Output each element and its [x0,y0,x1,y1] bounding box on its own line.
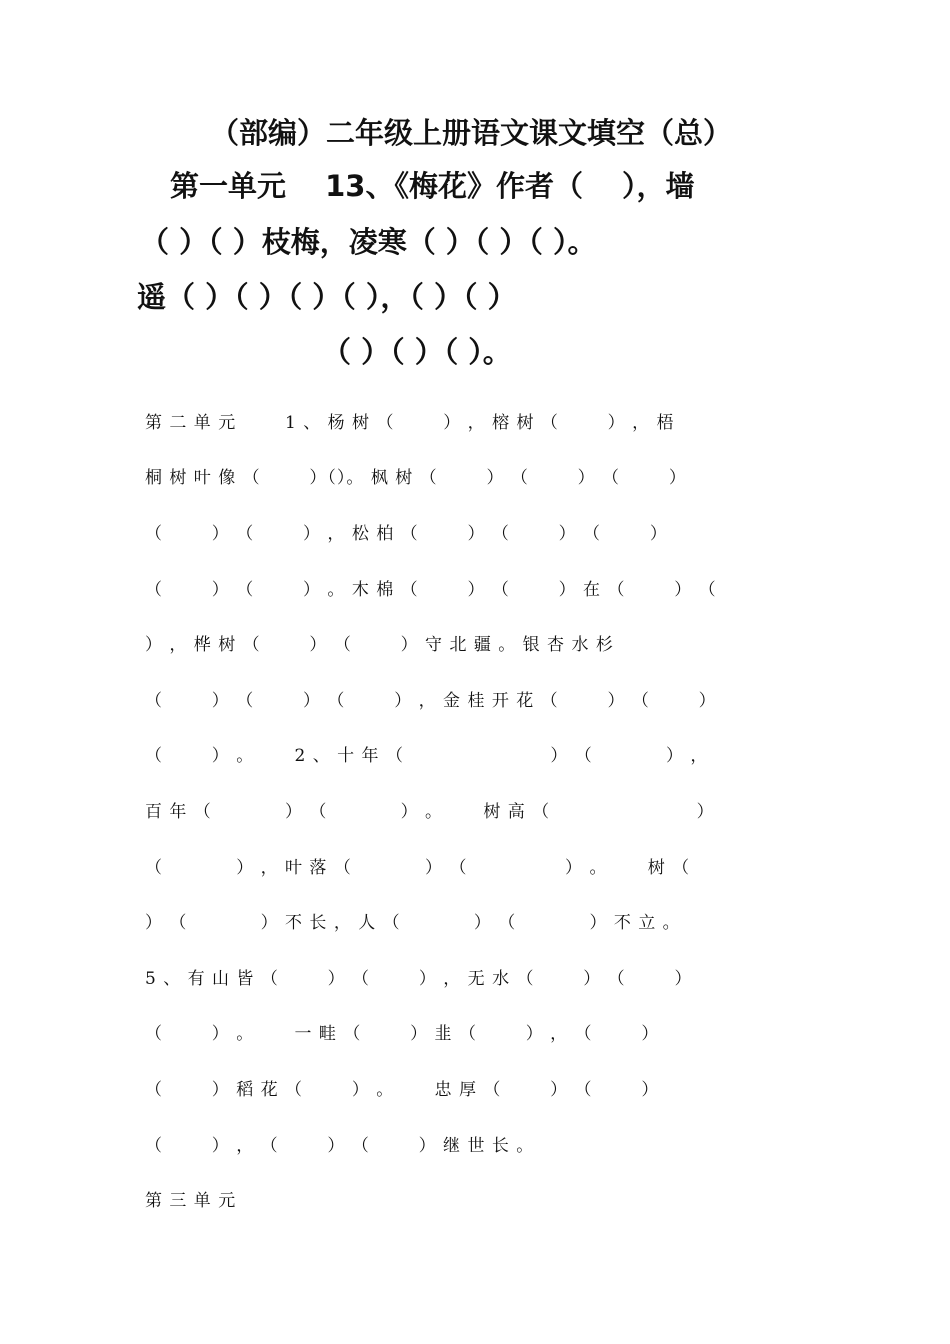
unit2-line: （ ） （ ） 。 木 棉 （ ） （ ） 在 （ ） （ [145,580,717,600]
page-title: （部编）二年级上册语文课文填空（总） [210,116,733,150]
unit2-line: ） ， 桦 树 （ ） （ ） 守 北 疆 。 银 杏 水 杉 [145,635,614,655]
unit2-line: （ ） ， （ ） （ ） 继 世 长 。 [145,1136,535,1156]
unit2-line: （ ） ， 叶 落 （ ） （ ） 。 树 （ [145,858,691,878]
unit2-line: （ ） 。 一 畦 （ ） 韭 （ ） ， （ ） [145,1024,660,1044]
unit2-line: （ ） （ ） ， 松 柏 （ ） （ ） （ ） [145,524,668,544]
unit1-line-1: 第一单元 13、《梅花》作者（ ），墙 [170,169,695,203]
unit1-line-3: 遥（ ）（ ）（ ）（ ），（ ）（ ） [137,280,517,314]
unit2-line: （ ） （ ） （ ） ， 金 桂 开 花 （ ） （ ） [145,691,717,711]
unit2-line: 桐 树 叶 像 （ ）（）。 枫 树 （ ） （ ） （ ） [145,468,687,488]
unit2-line: ） （ ） 不 长 ， 人 （ ） （ ） 不 立 。 [145,913,681,933]
unit2-line: （ ） 。 2 、 十 年 （ ） （ ） ， [145,746,709,766]
unit2-line: （ ） 稻 花 （ ） 。 忠 厚 （ ） （ ） [145,1080,660,1100]
unit2-line: 百 年 （ ） （ ） 。 树 高 （ ） [145,802,715,822]
unit2-line: 第 二 单 元 1 、 杨 树 （ ） ， 榕 树 （ ） ， 梧 [145,413,675,433]
unit2-line: 5 、 有 山 皆 （ ） （ ） ， 无 水 （ ） （ ） [145,969,693,989]
unit1-line-4: （ ）（ ）（ ）。 [322,335,512,369]
unit3-heading: 第 三 单 元 [145,1191,237,1211]
unit1-line-2: （ ）（ ）枝梅，凌寒（ ）（ ）（ ）。 [140,225,597,259]
